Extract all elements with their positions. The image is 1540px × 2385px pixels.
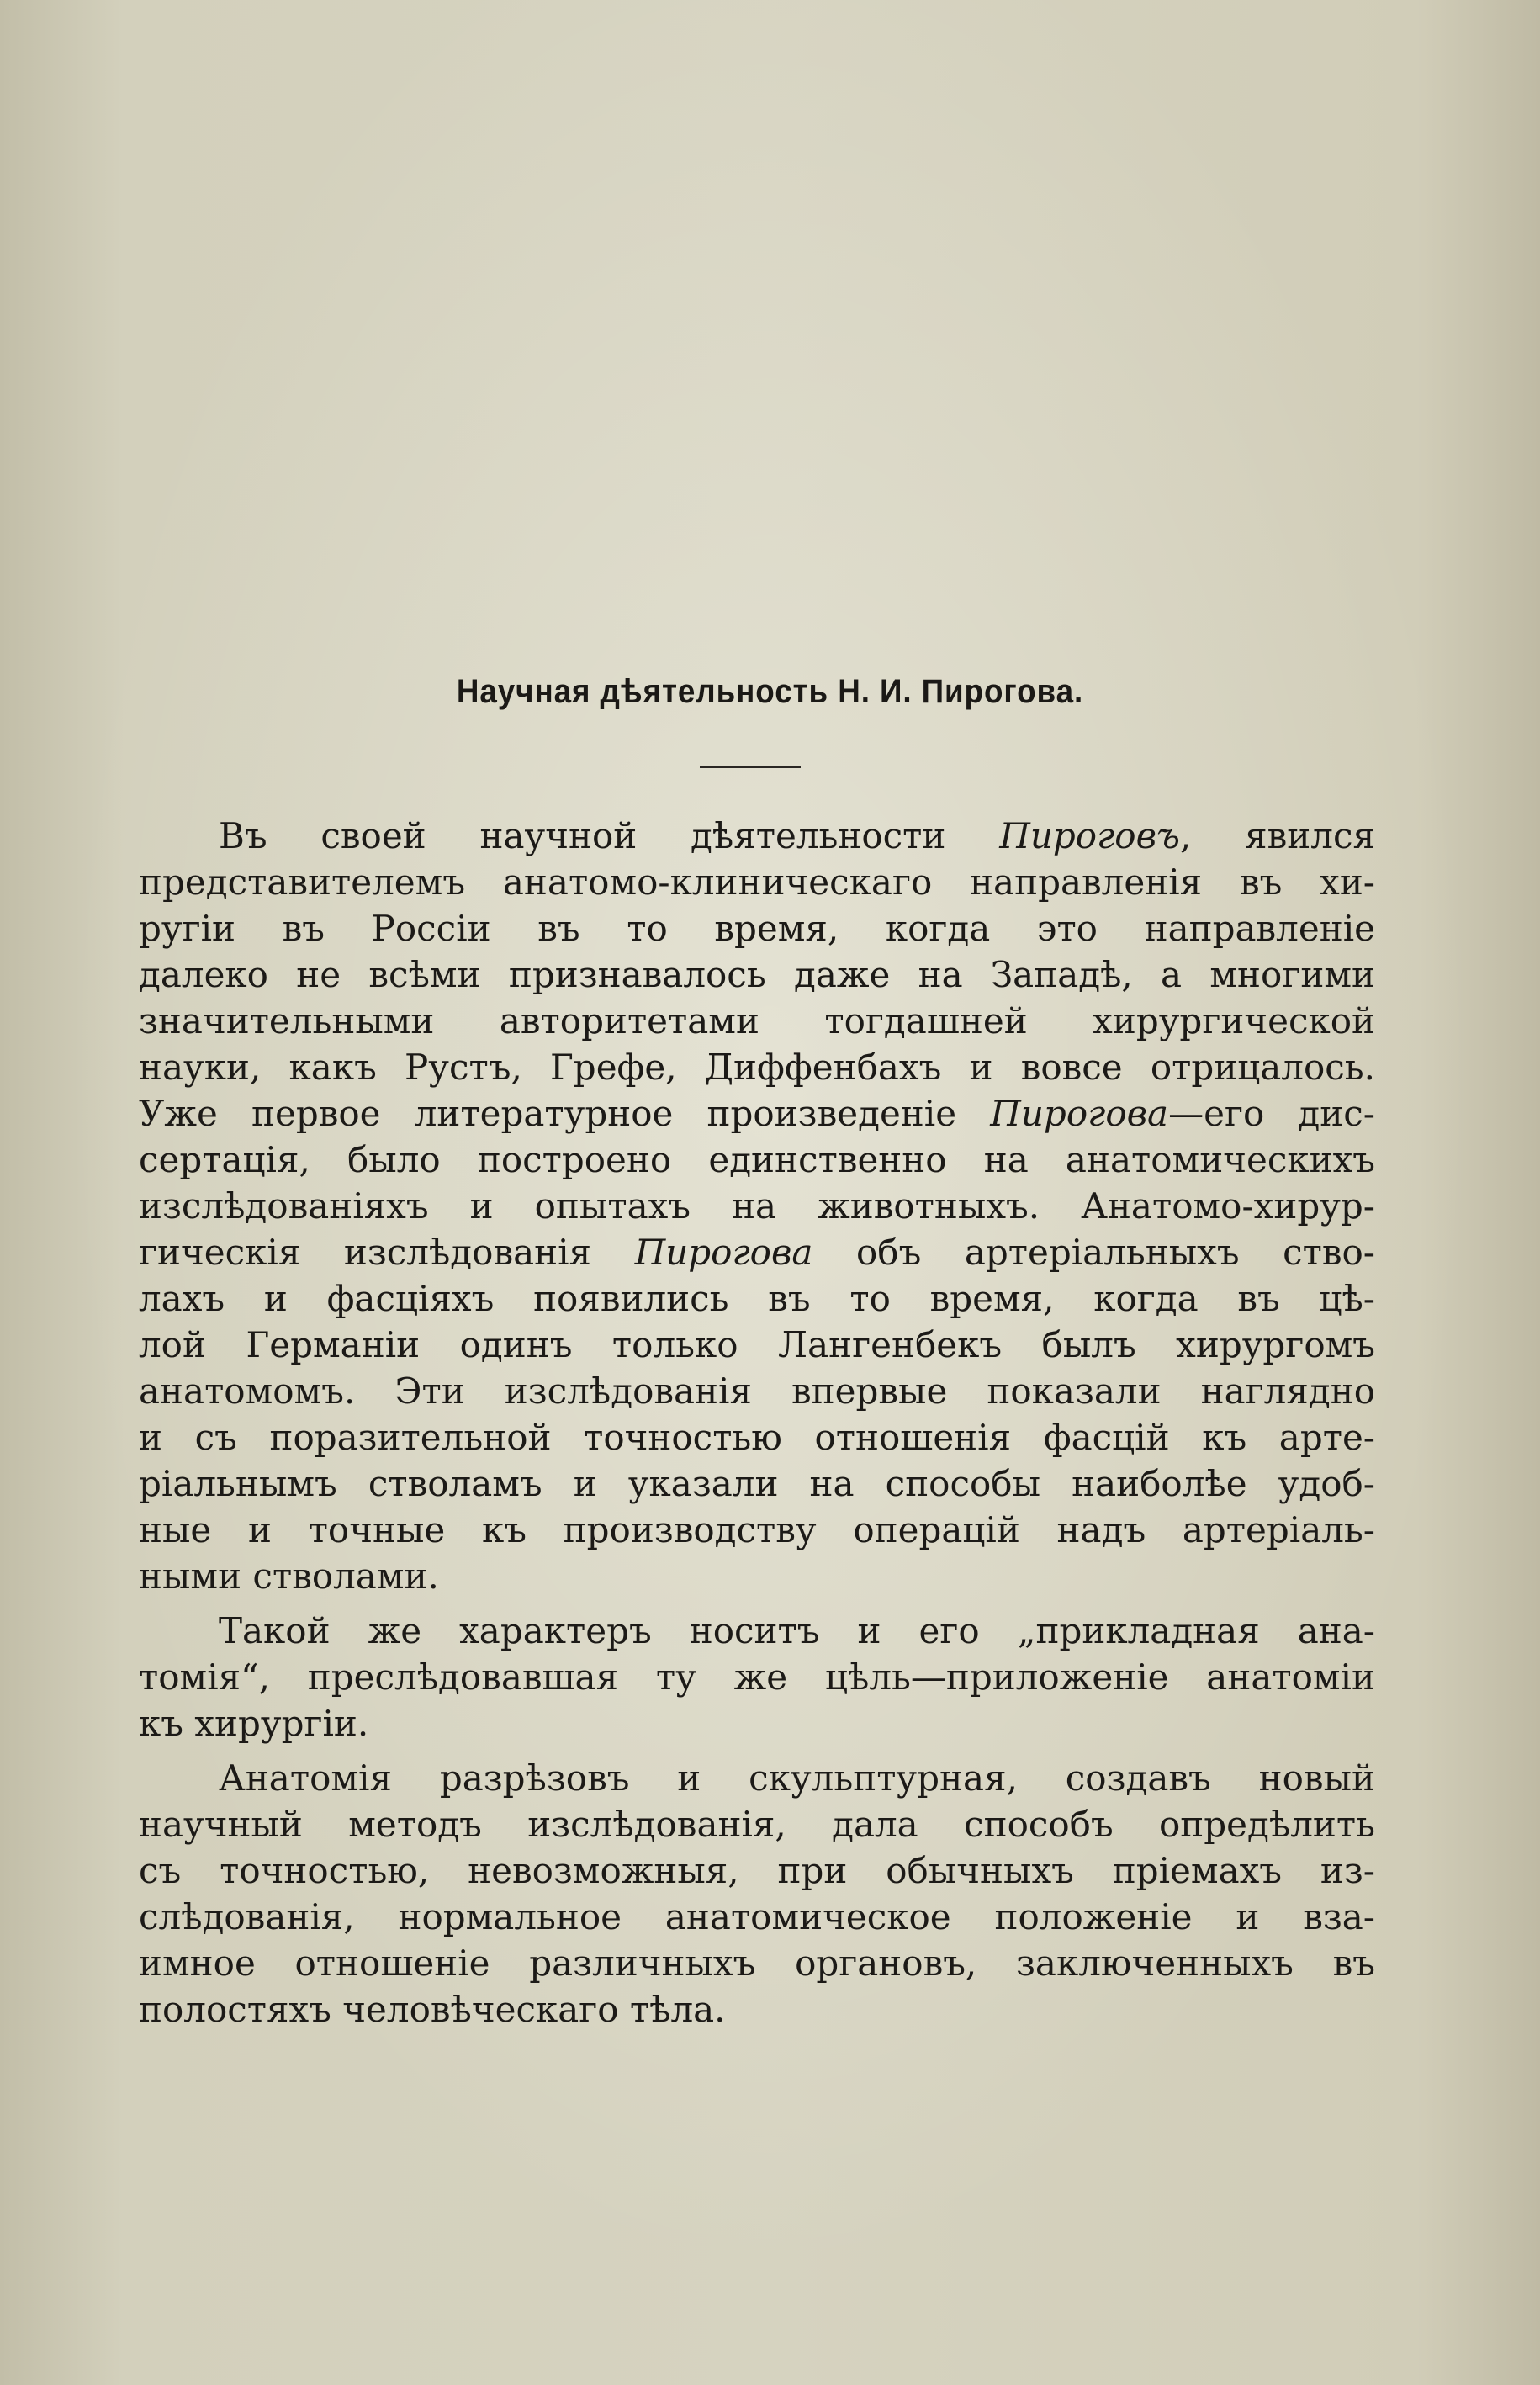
paragraph [139, 1608, 1375, 1746]
text-line: къ хирургіи. [139, 1703, 369, 1744]
text-line: ріальнымъ стволамъ и указали на способы наиболѣе удоб- [139, 1463, 1375, 1504]
text-line: Анатомія разрѣзовъ и скульптурная, создавъ новый [219, 1757, 1375, 1799]
text-line: анатомомъ. Эти изслѣдованія впервые показали наглядно [139, 1370, 1375, 1412]
text-line: Въ своей научной дѣятельности Пироговъ, явился [219, 815, 1375, 856]
paragraph [139, 813, 1375, 1599]
body-text [139, 813, 1375, 2033]
text-line: науки, какъ Рустъ, Грефе, Диффенбахъ и вовсе отрицалось. [139, 1047, 1375, 1088]
text-line: Уже первое литературное произведеніе Пирогова—его дис- [139, 1093, 1375, 1134]
page-heading: Научная дѣятельность Н. И. Пирогова. [456, 673, 1084, 710]
italic-name: Пироговъ [999, 815, 1181, 856]
text-line: далеко не всѣми признавалось даже на Западѣ, а многими [139, 954, 1375, 995]
paragraph [139, 1755, 1375, 2033]
text-line: Такой же характеръ носитъ и его „прикладная ана- [219, 1610, 1375, 1651]
text-line: научный методъ изслѣдованія, дала способъ опредѣлить [139, 1804, 1375, 1845]
text-line: слѣдованія, нормальное анатомическое положеніе и вза- [139, 1896, 1375, 1937]
text-line: гическія изслѣдованія Пирогова объ артеріальныхъ ство- [139, 1232, 1375, 1273]
text-line: и съ поразительной точностью отношенія фасцій къ арте- [139, 1417, 1375, 1458]
text-line: ными стволами. [139, 1556, 439, 1597]
text-line: съ точностью, невозможныя, при обычныхъ пріемахъ из- [139, 1850, 1375, 1891]
text-line: полостяхъ человѣческаго тѣла. [139, 1989, 726, 2030]
text-line: изслѣдованіяхъ и опытахъ на животныхъ. Анатомо-хирур- [139, 1185, 1375, 1227]
text-line: лахъ и фасціяхъ появились въ то время, когда въ цѣ- [139, 1278, 1375, 1319]
heading-divider [700, 766, 801, 768]
text-line: имное отношеніе различныхъ органовъ, заключенныхъ въ [139, 1942, 1375, 1984]
text-line: значительными авторитетами тогдашней хирургической [139, 1000, 1375, 1041]
text-line: ругіи въ Россіи въ то время, когда это направленіе [139, 908, 1375, 949]
text-line: сертація, было построено единственно на анатомическихъ [139, 1139, 1375, 1180]
text-line: представителемъ анатомо-клиническаго направленія въ хи- [139, 861, 1375, 903]
text-line: ные и точные къ производству операцій надъ артеріаль- [139, 1509, 1375, 1550]
text-line: лой Германіи одинъ только Лангенбекъ былъ хирургомъ [139, 1324, 1375, 1365]
text-line: томія“, преслѣдовавшая ту же цѣль—приложеніе анатоміи [139, 1656, 1375, 1698]
italic-name: Пирогова [634, 1232, 813, 1273]
italic-name: Пирогова [990, 1093, 1169, 1134]
